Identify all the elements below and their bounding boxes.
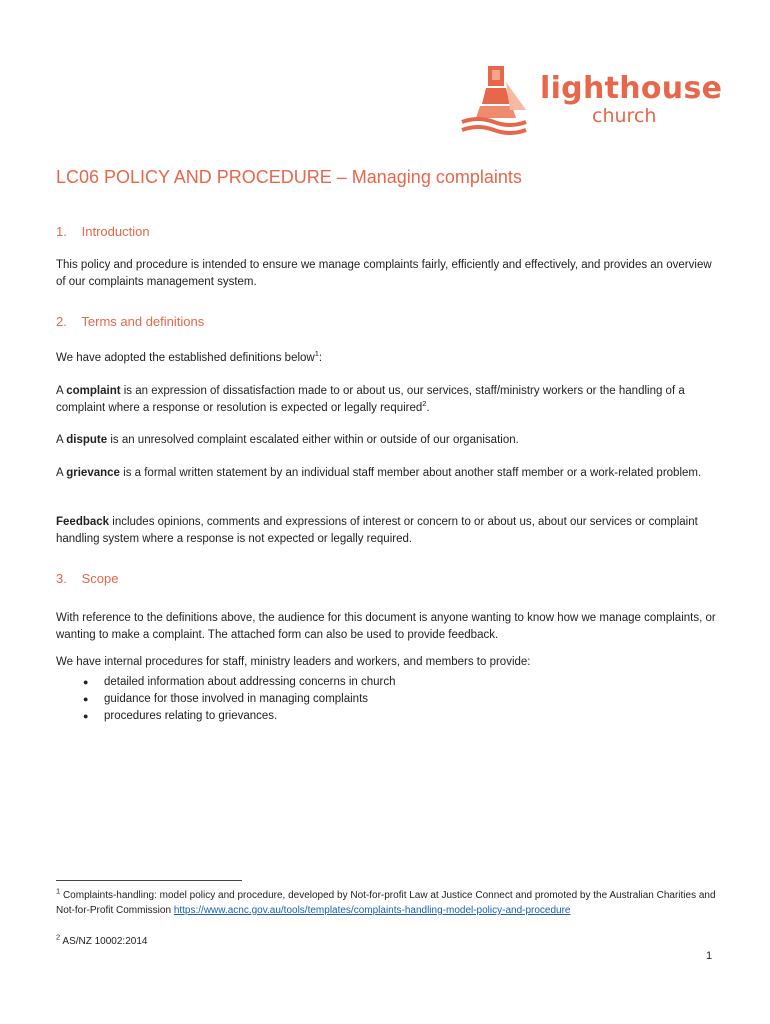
logo-name: lighthouse — [540, 71, 723, 106]
feedback-definition — [56, 514, 716, 548]
dispute-definition — [56, 432, 716, 449]
feedback-term: Feedback — [56, 516, 110, 528]
section-number: 1. — [56, 224, 67, 239]
footnote-text: AS/NZ 10002:2014 — [60, 936, 148, 947]
grievance-term: grievance — [66, 467, 120, 479]
section-number: 3. — [56, 571, 67, 586]
section-title: Introduction — [81, 224, 150, 239]
scope-bullet-list — [56, 674, 396, 725]
dispute-text: is an unresolved complaint escalated either within or outside of our organisation. — [107, 434, 519, 446]
section-heading-introduction — [56, 224, 150, 239]
scope-paragraph-1: With reference to the definitions above, the audience for this document is anyone wanting to know how we manage complaints, or wanting to make a complaint. The attached form can also be used to provide feedback. — [56, 612, 716, 641]
feedback-text: includes opinions, comments and expressions of interest or concern to or about us, about our services or complaint handling system where a response is not expected or legally required. — [56, 516, 698, 545]
article-text: A — [56, 434, 67, 446]
lighthouse-icon — [458, 60, 530, 140]
article-text: A — [56, 467, 67, 479]
footnote-text: Complaints-handling: model policy and procedure, developed by Not-for-profit Law at Justice Connect and promoted by the Australian Charities and Not-for-Profit Commission — [56, 890, 716, 916]
document-title: LC06 POLICY AND PROCEDURE – Managing complaints — [56, 167, 522, 187]
complaint-definition: A complaint is an expression of dissatisfaction made to or about us, our services, staff/ministry workers or the handling of a complaint where a response or resolution is expected or legally required$^2$. — [56, 385, 685, 414]
footnote-ref-1: 1 — [314, 349, 319, 359]
complaint-term: complaint — [66, 385, 121, 397]
article-text: A — [56, 385, 67, 397]
complaint-text: is an expression of dissatisfaction made to or about us, our services, staff/ministry workers or the handling of a complaint where a response or resolution is expected or legally required — [56, 385, 685, 414]
footnote-1 — [56, 888, 718, 918]
grievance-text: is a formal written statement by an individual staff member about another staff member or a work-related problem. — [119, 467, 702, 479]
footnote-number: 1 — [56, 886, 61, 896]
terms-lead-end: : — [318, 352, 323, 364]
list-item: ● detailed information about addressing concerns in church — [56, 674, 396, 691]
section-heading-scope — [56, 571, 119, 586]
church-logo — [458, 60, 723, 140]
introduction-paragraph: This policy and procedure is intended to ensure we manage complaints fairly, efficiently and effectively, and provides an overview of our complaints management system. — [56, 259, 712, 288]
terms-lead-text: We have adopted the established definitions below — [56, 352, 315, 364]
logo-sub: church — [592, 105, 657, 127]
dispute-term: dispute — [66, 434, 108, 446]
footnote-ref-2: 2 — [422, 399, 427, 409]
list-item: ● guidance for those involved in managing complaints — [56, 691, 396, 708]
scope-paragraph-2: We have internal procedures for staff, ministry leaders and workers, and members to provide: — [56, 656, 531, 668]
footnote-number: 2 — [56, 932, 61, 942]
grievance-definition — [56, 465, 716, 482]
footnote-separator — [56, 880, 242, 881]
section-title: Scope — [81, 571, 119, 586]
list-item: ● procedures relating to grievances. — [56, 708, 396, 725]
terms-lead-paragraph — [56, 350, 716, 367]
section-number: 2. — [56, 314, 67, 329]
footnote-2 — [56, 934, 718, 949]
section-title: Terms and definitions — [81, 314, 205, 329]
page-number: 1 — [706, 950, 713, 962]
section-heading-terms — [56, 314, 204, 329]
footnote-link[interactable]: https://www.acnc.gov.au/tools/templates/complaints-handling-model-policy-and-procedure — [173, 905, 571, 916]
